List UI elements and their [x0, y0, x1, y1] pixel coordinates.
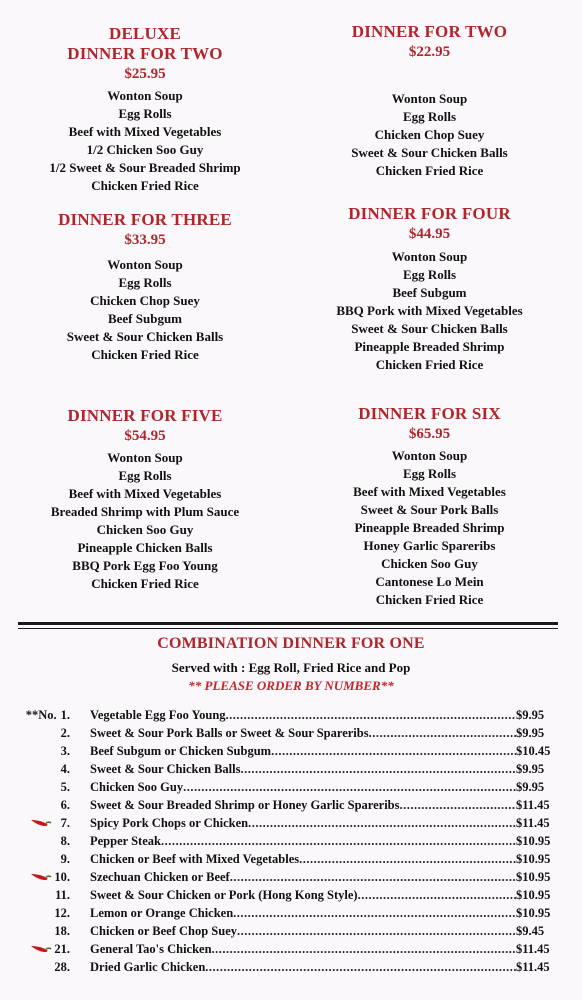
combination-number-prefix: **No.	[25, 708, 57, 722]
combination-row	[12, 886, 562, 904]
combination-dish-name: Chicken Soo Guy	[90, 780, 184, 794]
dinner-for-two	[302, 22, 557, 180]
dinner-item: Chicken Fried Rice	[375, 357, 484, 372]
dinner-item: Cantonese Lo Mein	[375, 574, 484, 589]
dinner-item-list	[302, 248, 557, 374]
dinner-price: $22.95	[408, 44, 451, 60]
combination-number-value: 12.	[54, 906, 70, 920]
combination-price: $9.95	[516, 780, 545, 794]
dinner-item-list	[302, 90, 557, 180]
combination-number-value: 28.	[54, 960, 70, 974]
combination-price: $9.95	[516, 726, 545, 740]
dinner-item: Chicken Fried Rice	[375, 163, 484, 178]
combination-dish-name: Sweet & Sour Chicken or Pork (Hong Kong Style)	[90, 888, 358, 902]
combination-price: $10.95	[516, 888, 551, 902]
combination-dish-name: Pepper Steak	[90, 834, 161, 848]
combination-row	[12, 904, 562, 922]
dinner-item: Chicken Fried Rice	[91, 178, 199, 193]
combination-row	[12, 706, 562, 724]
combination-number	[12, 724, 70, 742]
combination-served-with: Served with : Egg Roll, Fried Rice and Pop	[171, 660, 411, 675]
combination-dish	[90, 922, 516, 940]
dot-leader	[233, 904, 516, 922]
dinner-price: $44.95	[408, 226, 451, 242]
dinner-item: Wonton Soup	[391, 448, 468, 463]
dinner-item: Chicken Soo Guy	[96, 522, 194, 537]
dinner-item: Pineapple Breaded Shrimp	[354, 339, 505, 354]
combination-price: $10.45	[516, 744, 551, 758]
combination-number	[12, 850, 70, 868]
combination-row	[12, 778, 562, 796]
combination-price: $10.95	[516, 834, 551, 848]
dinner-item: Beef with Mixed Vegetables	[353, 484, 506, 499]
dinner-item-list	[20, 449, 270, 593]
dinner-title: DINNER FOR FOUR	[348, 204, 511, 223]
combination-dish-name: Sweet & Sour Breaded Shrimp or Honey Garlic Spareribs	[90, 798, 400, 812]
combination-row	[12, 868, 562, 886]
combination-dish-name: Szechuan Chicken or Beef	[90, 870, 230, 884]
combination-number	[12, 940, 70, 958]
combination-title: COMBINATION DINNER FOR ONE	[157, 635, 425, 652]
combination-dish	[90, 958, 516, 976]
section-divider-thin	[18, 628, 558, 629]
dinner-price: $25.95	[124, 66, 166, 82]
combination-price: $9.95	[516, 762, 545, 776]
combination-list	[12, 706, 562, 976]
combination-row	[12, 922, 562, 940]
dot-leader	[226, 706, 516, 724]
dot-leader	[369, 724, 516, 742]
dot-leader	[161, 832, 516, 850]
combination-price: $11.45	[516, 798, 550, 812]
dinner-for-six	[302, 404, 557, 609]
dot-leader	[400, 796, 517, 814]
combination-dish-name: Vegetable Egg Foo Young	[90, 708, 226, 722]
dinner-item: Wonton Soup	[391, 249, 468, 264]
dinner-title: DINNER FOR TWO	[351, 22, 508, 41]
combination-row	[12, 832, 562, 850]
combination-number-value: 8.	[60, 834, 70, 848]
combination-number	[12, 922, 70, 940]
combination-number-value: 3.	[60, 744, 70, 758]
dinner-item: Wonton Soup	[107, 257, 183, 272]
combination-dish	[90, 886, 516, 904]
combination-dish	[90, 868, 516, 886]
combination-price: $10.95	[516, 906, 551, 920]
dinner-item-list	[302, 447, 557, 609]
combination-row	[12, 958, 562, 976]
combination-number-value: 7.	[60, 816, 70, 830]
combination-row	[12, 814, 562, 832]
combination-number	[12, 886, 70, 904]
combination-dish-name: Chicken or Beef Chop Suey	[90, 924, 238, 938]
combination-dish	[90, 904, 516, 922]
dinner-title-line-2: DINNER FOR TWO	[67, 44, 223, 63]
dot-leader	[205, 958, 516, 976]
combination-row	[12, 724, 562, 742]
combination-number-value: 1.	[60, 708, 70, 722]
combination-row	[12, 760, 562, 778]
combination-number-value: 6.	[60, 798, 70, 812]
combination-order-note: ** PLEASE ORDER BY NUMBER**	[188, 678, 394, 693]
dinner-item: Honey Garlic Spareribs	[363, 538, 496, 553]
combination-dish	[90, 760, 516, 778]
dot-leader	[237, 922, 516, 940]
dinner-item: Wonton Soup	[391, 91, 468, 106]
combination-number	[12, 958, 70, 976]
dinner-item: Sweet & Sour Chicken Balls	[351, 321, 508, 336]
combination-dish-name: Chicken or Beef with Mixed Vegetables	[90, 852, 300, 866]
dinner-item: Pineapple Chicken Balls	[77, 540, 213, 555]
combination-dish	[90, 832, 516, 850]
dot-leader	[183, 778, 516, 796]
combination-row	[12, 796, 562, 814]
dinner-item: 1/2 Chicken Soo Guy	[86, 142, 204, 157]
dinner-title: DINNER FOR FIVE	[67, 406, 223, 425]
dinner-item: Sweet & Sour Pork Balls	[360, 502, 499, 517]
combination-dish	[90, 814, 516, 832]
dinner-title: DINNER FOR THREE	[58, 210, 232, 229]
combination-price: $11.45	[516, 816, 550, 830]
dinner-item: Sweet & Sour Chicken Balls	[351, 145, 508, 160]
dinner-item: Beef Subgum	[392, 285, 467, 300]
dinner-item-list	[20, 256, 270, 364]
dot-leader	[248, 814, 516, 832]
dinner-title-line-1: DELUXE	[108, 24, 182, 43]
dinner-item: Chicken Chop Suey	[90, 293, 200, 308]
combination-price: $11.45	[516, 960, 550, 974]
combination-number-value: 4.	[60, 762, 70, 776]
dinner-price: $33.95	[124, 232, 166, 248]
dot-leader	[299, 850, 516, 868]
dinner-item: Chicken Fried Rice	[91, 347, 199, 362]
combination-price: $10.95	[516, 852, 551, 866]
dinner-item: Chicken Chop Suey	[374, 127, 485, 142]
section-divider	[18, 622, 558, 625]
combination-dish-name: Sweet & Sour Pork Balls or Sweet & Sour Spareribs	[90, 726, 369, 740]
dinner-item: Chicken Fried Rice	[375, 592, 484, 607]
combination-number	[12, 760, 70, 778]
dinner-for-three	[20, 210, 270, 364]
dinner-item: Wonton Soup	[107, 88, 183, 103]
dinner-item: Sweet & Sour Chicken Balls	[66, 329, 224, 344]
combination-number-value: 21.	[54, 942, 70, 956]
dot-leader	[212, 940, 516, 958]
dinner-title: DINNER FOR SIX	[358, 404, 501, 423]
combination-number	[12, 868, 70, 886]
dot-leader	[230, 868, 516, 886]
dinner-item: Pineapple Breaded Shrimp	[354, 520, 505, 535]
dinner-item: Wonton Soup	[107, 450, 183, 465]
dinner-price: $65.95	[408, 426, 451, 442]
combination-price: $9.95	[516, 708, 545, 722]
combination-dish-name: Beef Subgum or Chicken Subgum	[90, 744, 272, 758]
dinner-item: Beef with Mixed Vegetables	[68, 124, 222, 139]
dinner-item: Beef with Mixed Vegetables	[68, 486, 222, 501]
dinner-item: Egg Rolls	[402, 109, 457, 124]
combination-number	[12, 832, 70, 850]
combination-number	[12, 904, 70, 922]
dot-leader	[240, 760, 516, 778]
combination-dish	[90, 850, 516, 868]
combination-number	[12, 742, 70, 760]
combination-dish-name: Sweet & Sour Chicken Balls	[90, 762, 241, 776]
combination-dish	[90, 778, 516, 796]
dinner-item: Chicken Fried Rice	[91, 576, 199, 591]
combination-row	[12, 940, 562, 958]
combination-dish	[90, 940, 516, 958]
dinner-item: BBQ Pork with Mixed Vegetables	[336, 303, 523, 318]
dot-leader	[271, 742, 516, 760]
combination-number-value: 5.	[60, 780, 70, 794]
dinner-item: BBQ Pork Egg Foo Young	[72, 558, 218, 573]
combination-price: $9.45	[516, 924, 545, 938]
dinner-item-list	[20, 87, 270, 195]
dinner-item: Egg Rolls	[402, 466, 457, 481]
dinner-price: $54.95	[124, 428, 166, 444]
dinner-item: Chicken Soo Guy	[381, 556, 478, 571]
combination-number-value: 10.	[54, 870, 70, 884]
dinner-item: 1/2 Sweet & Sour Breaded Shrimp	[49, 160, 241, 175]
dinner-deluxe-for-two	[20, 24, 270, 195]
combination-number-value: 18.	[54, 924, 70, 938]
dot-leader	[358, 886, 516, 904]
dinner-item: Egg Rolls	[118, 468, 172, 483]
dinner-item: Egg Rolls	[118, 106, 172, 121]
combination-dish-name: Spicy Pork Chops or Chicken	[90, 816, 249, 830]
combination-number	[12, 778, 70, 796]
combination-number	[12, 706, 70, 724]
combination-dish	[90, 724, 516, 742]
combination-number-value: 9.	[60, 852, 70, 866]
combination-dish-name: Dried Garlic Chicken	[90, 960, 206, 974]
combination-number	[12, 814, 70, 832]
combination-row	[12, 742, 562, 760]
combination-number	[12, 796, 70, 814]
dinner-for-four	[302, 204, 557, 374]
combination-number-value: 2.	[60, 726, 70, 740]
combination-dish-name: General Tao's Chicken	[90, 942, 212, 956]
combination-number-value: 11.	[55, 888, 70, 902]
combination-dish-name: Lemon or Orange Chicken	[90, 906, 234, 920]
dinner-for-five	[20, 406, 270, 593]
dinner-item: Egg Rolls	[402, 267, 457, 282]
combination-row	[12, 850, 562, 868]
dinner-item: Breaded Shrimp with Plum Sauce	[50, 504, 240, 519]
combination-dish	[90, 742, 516, 760]
dinner-item: Beef Subgum	[107, 311, 183, 326]
combination-dish	[90, 706, 516, 724]
combination-price: $10.95	[516, 870, 551, 884]
combination-dish	[90, 796, 516, 814]
combination-price: $11.45	[516, 942, 550, 956]
dinner-item: Egg Rolls	[118, 275, 172, 290]
